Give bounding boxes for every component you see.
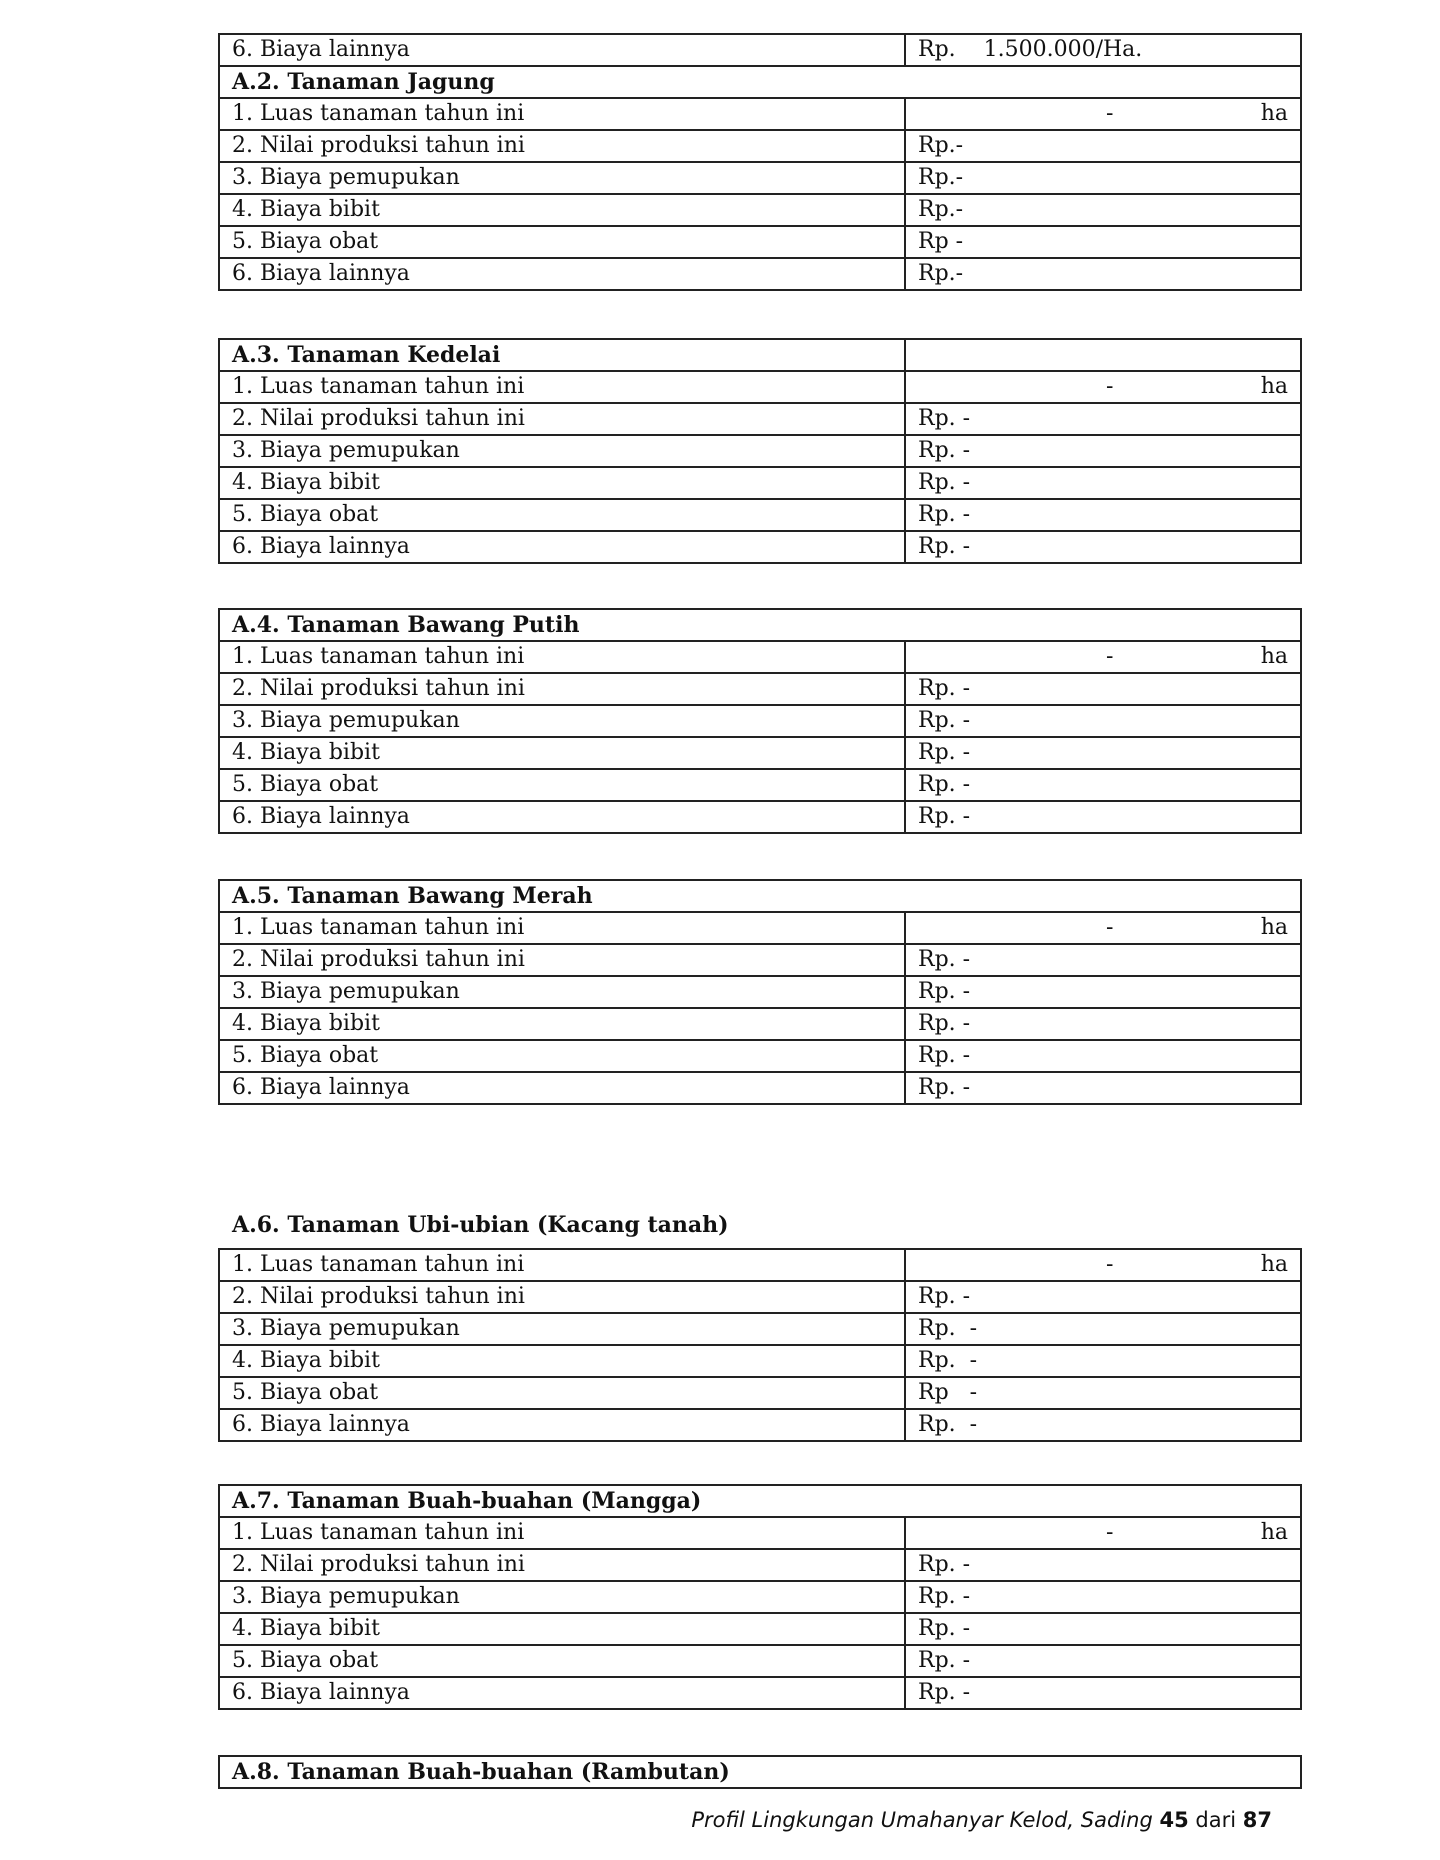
- row-value: Rp. -: [905, 944, 1301, 976]
- area-unit: ha: [1260, 1520, 1288, 1545]
- section-title: A.3. Tanaman Kedelai: [219, 339, 905, 371]
- row-label: 1. Luas tanaman tahun ini: [219, 1249, 905, 1281]
- row-value: Rp. -: [905, 1040, 1301, 1072]
- row-label: 6. Biaya lainnya: [219, 34, 905, 66]
- row-value: Rp. -: [905, 1549, 1301, 1581]
- row-label: 6. Biaya lainnya: [219, 801, 905, 833]
- row-value: Rp. -: [905, 1581, 1301, 1613]
- table-row: [219, 1677, 1301, 1709]
- section-title: A.8. Tanaman Buah-buahan (Rambutan): [219, 1756, 1301, 1788]
- row-value: [905, 371, 1301, 403]
- section-header-row: [219, 1485, 1301, 1517]
- area-value: -: [1106, 1252, 1114, 1277]
- row-label: 1. Luas tanaman tahun ini: [219, 98, 905, 130]
- row-value: Rp. -: [905, 673, 1301, 705]
- area-unit: ha: [1260, 644, 1288, 669]
- footer-of: dari: [1195, 1808, 1237, 1832]
- row-value: Rp. -: [905, 769, 1301, 801]
- row-label: 4. Biaya bibit: [219, 737, 905, 769]
- area-value: -: [1106, 101, 1114, 126]
- section-header-row: [219, 1756, 1301, 1788]
- row-value: Rp.-: [905, 194, 1301, 226]
- table-row: [219, 371, 1301, 403]
- row-value: Rp. -: [905, 1645, 1301, 1677]
- table-row: [219, 673, 1301, 705]
- row-value: Rp.-: [905, 258, 1301, 290]
- table-row: [219, 194, 1301, 226]
- section-title: A.5. Tanaman Bawang Merah: [219, 880, 1301, 912]
- row-label: 1. Luas tanaman tahun ini: [219, 1517, 905, 1549]
- table-a1-tail: [218, 33, 1302, 291]
- table-row: [219, 1313, 1301, 1345]
- row-value: [905, 641, 1301, 673]
- row-label: 2. Nilai produksi tahun ini: [219, 130, 905, 162]
- table-row: [219, 1409, 1301, 1441]
- page-number: 45: [1159, 1808, 1189, 1832]
- area-unit: ha: [1260, 101, 1288, 126]
- table-row: [219, 467, 1301, 499]
- row-label: 5. Biaya obat: [219, 1040, 905, 1072]
- area-unit: ha: [1260, 374, 1288, 399]
- row-value: Rp. -: [905, 531, 1301, 563]
- row-label: 5. Biaya obat: [219, 769, 905, 801]
- row-value: Rp. -: [905, 737, 1301, 769]
- row-label: 4. Biaya bibit: [219, 467, 905, 499]
- table-a6: [218, 1248, 1302, 1442]
- empty-cell: [905, 339, 1301, 371]
- row-value: Rp. -: [905, 1677, 1301, 1709]
- area-unit: ha: [1260, 1252, 1288, 1277]
- table-row: [219, 130, 1301, 162]
- row-label: 3. Biaya pemupukan: [219, 976, 905, 1008]
- row-label: 4. Biaya bibit: [219, 1008, 905, 1040]
- table-row: [219, 976, 1301, 1008]
- row-value: Rp. -: [905, 403, 1301, 435]
- row-label: 3. Biaya pemupukan: [219, 1313, 905, 1345]
- row-label: 2. Nilai produksi tahun ini: [219, 673, 905, 705]
- row-label: 3. Biaya pemupukan: [219, 162, 905, 194]
- row-label: 2. Nilai produksi tahun ini: [219, 944, 905, 976]
- table-a4: [218, 608, 1302, 834]
- area-value: -: [1106, 915, 1114, 940]
- row-value: [905, 1517, 1301, 1549]
- table-a8: [218, 1755, 1302, 1789]
- table-row: [219, 801, 1301, 833]
- row-value: Rp -: [905, 226, 1301, 258]
- row-label: 5. Biaya obat: [219, 226, 905, 258]
- page-footer: [691, 1808, 1272, 1832]
- row-value: Rp. -: [905, 435, 1301, 467]
- table-row: [219, 1008, 1301, 1040]
- row-value: [905, 1249, 1301, 1281]
- row-label: 6. Biaya lainnya: [219, 1072, 905, 1104]
- row-value: Rp. -: [905, 1008, 1301, 1040]
- row-label: 1. Luas tanaman tahun ini: [219, 641, 905, 673]
- table-row: [219, 944, 1301, 976]
- table-a5: [218, 879, 1302, 1105]
- row-value: Rp. -: [905, 499, 1301, 531]
- row-label: 5. Biaya obat: [219, 1645, 905, 1677]
- row-label: 4. Biaya bibit: [219, 1345, 905, 1377]
- row-label: 6. Biaya lainnya: [219, 531, 905, 563]
- row-value: Rp. 1.500.000/Ha.: [905, 34, 1301, 66]
- row-label: 2. Nilai produksi tahun ini: [219, 1549, 905, 1581]
- section-header-row: [219, 880, 1301, 912]
- row-value: Rp. -: [905, 1072, 1301, 1104]
- row-value: Rp -: [905, 1377, 1301, 1409]
- table-row: [219, 435, 1301, 467]
- table-row: [219, 98, 1301, 130]
- page-total: 87: [1242, 1808, 1272, 1832]
- row-label: 1. Luas tanaman tahun ini: [219, 371, 905, 403]
- row-label: 5. Biaya obat: [219, 499, 905, 531]
- row-label: 3. Biaya pemupukan: [219, 1581, 905, 1613]
- area-unit: ha: [1260, 915, 1288, 940]
- row-label: 2. Nilai produksi tahun ini: [219, 403, 905, 435]
- row-value: Rp. -: [905, 467, 1301, 499]
- row-label: 3. Biaya pemupukan: [219, 705, 905, 737]
- table-row: [219, 1249, 1301, 1281]
- area-value: -: [1106, 374, 1114, 399]
- row-value: Rp. -: [905, 1613, 1301, 1645]
- row-value: Rp. -: [905, 1281, 1301, 1313]
- table-row: [219, 1281, 1301, 1313]
- table-row: [219, 1072, 1301, 1104]
- row-value: Rp. -: [905, 705, 1301, 737]
- section-header-row: [219, 609, 1301, 641]
- row-value: [905, 98, 1301, 130]
- row-label: 6. Biaya lainnya: [219, 258, 905, 290]
- row-value: Rp. -: [905, 1345, 1301, 1377]
- section-title: A.7. Tanaman Buah-buahan (Mangga): [219, 1485, 1301, 1517]
- area-value: -: [1106, 644, 1114, 669]
- section-header-row: [219, 339, 1301, 371]
- table-row: [219, 1517, 1301, 1549]
- row-value: Rp.-: [905, 162, 1301, 194]
- table-row: [219, 737, 1301, 769]
- row-value: Rp. -: [905, 1409, 1301, 1441]
- table-row: [219, 912, 1301, 944]
- row-value: [905, 912, 1301, 944]
- table-row: [219, 499, 1301, 531]
- row-label: 4. Biaya bibit: [219, 194, 905, 226]
- table-a7: [218, 1484, 1302, 1710]
- table-row: [219, 34, 1301, 66]
- table-a3: [218, 338, 1302, 564]
- section-title: A.4. Tanaman Bawang Putih: [219, 609, 1301, 641]
- table-row: [219, 705, 1301, 737]
- row-label: 3. Biaya pemupukan: [219, 435, 905, 467]
- row-label: 2. Nilai produksi tahun ini: [219, 1281, 905, 1313]
- table-row: [219, 1581, 1301, 1613]
- table-row: [219, 641, 1301, 673]
- table-row: [219, 1613, 1301, 1645]
- table-row: [219, 1040, 1301, 1072]
- row-label: 1. Luas tanaman tahun ini: [219, 912, 905, 944]
- table-row: [219, 1345, 1301, 1377]
- row-value: Rp. -: [905, 801, 1301, 833]
- table-row: [219, 531, 1301, 563]
- table-row: [219, 258, 1301, 290]
- row-value: Rp. -: [905, 1313, 1301, 1345]
- row-value: Rp. -: [905, 976, 1301, 1008]
- row-label: 5. Biaya obat: [219, 1377, 905, 1409]
- section-title: A.2. Tanaman Jagung: [219, 66, 1301, 98]
- row-label: 4. Biaya bibit: [219, 1613, 905, 1645]
- table-row: [219, 403, 1301, 435]
- table-row: [219, 769, 1301, 801]
- row-value: Rp.-: [905, 130, 1301, 162]
- table-row: [219, 162, 1301, 194]
- area-value: -: [1106, 1520, 1114, 1545]
- row-label: 6. Biaya lainnya: [219, 1677, 905, 1709]
- footer-title: Profil Lingkungan Umahanyar Kelod, Sading: [691, 1808, 1153, 1832]
- section-heading-a6: A.6. Tanaman Ubi-ubian (Kacang tanah): [232, 1212, 729, 1238]
- table-row: [219, 226, 1301, 258]
- row-label: 6. Biaya lainnya: [219, 1409, 905, 1441]
- table-row: [219, 1645, 1301, 1677]
- table-row: [219, 1549, 1301, 1581]
- section-header-row: [219, 66, 1301, 98]
- table-row: [219, 1377, 1301, 1409]
